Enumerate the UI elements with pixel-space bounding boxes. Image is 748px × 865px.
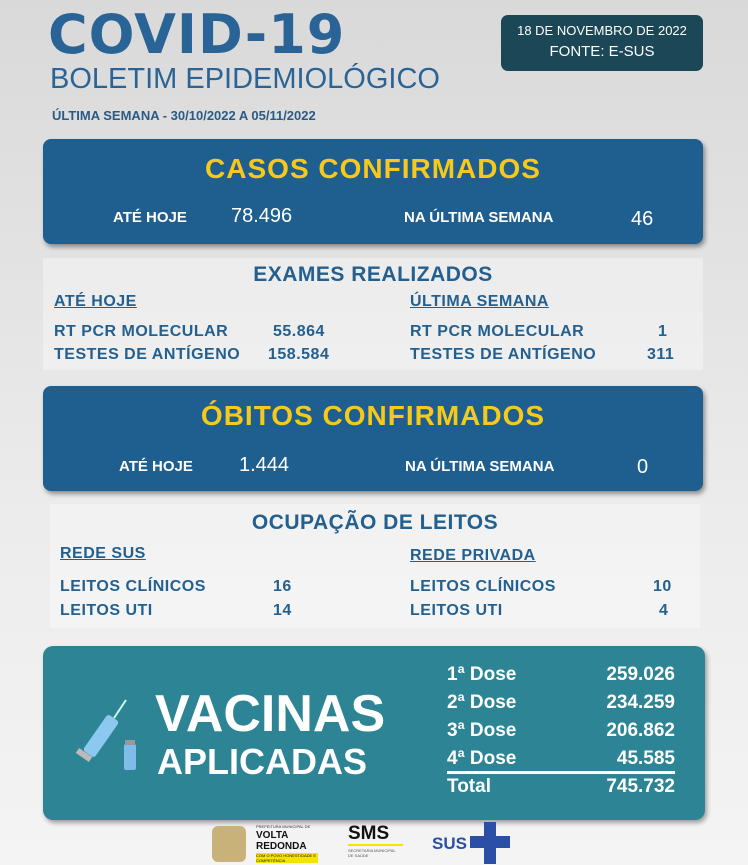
beds-title: OCUPAÇÃO DE LEITOS xyxy=(251,511,499,534)
bed-label: LEITOS CLÍNICOS xyxy=(410,578,556,595)
vaccines-title-2: APLICADAS xyxy=(157,741,368,782)
dose-row xyxy=(447,664,675,692)
logo-text: COM O POVO HONESTIDADE E COMPETÊNCIA xyxy=(256,853,317,863)
exams-panel xyxy=(43,258,703,370)
deaths-card xyxy=(43,386,703,491)
bed-label: LEITOS UTI xyxy=(60,602,153,619)
date: 18 DE NOVEMBRO DE 2022 xyxy=(517,23,687,38)
exam-value: 55.864 xyxy=(273,323,325,340)
dose-label: 1ª Dose xyxy=(447,664,517,685)
deaths-week-value: 0 xyxy=(637,456,649,478)
exams-right-heading: ÚLTIMA SEMANA xyxy=(410,293,549,310)
bed-value: 4 xyxy=(659,602,669,619)
exam-value: 311 xyxy=(647,346,675,363)
beds-panel xyxy=(50,504,700,628)
page-title: COVID-19 xyxy=(48,3,346,66)
beds-right-heading: REDE PRIVADA xyxy=(410,547,536,564)
exam-value: 1 xyxy=(658,323,668,340)
exam-value: 158.584 xyxy=(268,346,330,363)
sms-logo xyxy=(348,823,418,865)
dose-row xyxy=(447,692,675,720)
cases-week-label: NA ÚLTIMA SEMANA xyxy=(404,209,554,226)
dose-value: 206.862 xyxy=(606,720,675,741)
sus-cross-icon xyxy=(470,822,510,864)
syringe-icon xyxy=(68,696,148,776)
logo-text: SUS xyxy=(432,834,467,853)
logo-text: SECRETARIA MUNICIPAL DE SAÚDE xyxy=(348,848,396,858)
deaths-week-label: NA ÚLTIMA SEMANA xyxy=(405,458,555,475)
beds-left-heading: REDE SUS xyxy=(60,545,146,562)
logo-text: REDONDA xyxy=(256,841,307,852)
deaths-title: ÓBITOS CONFIRMADOS xyxy=(200,400,546,431)
cases-card xyxy=(43,139,703,244)
dose-label: 4ª Dose xyxy=(447,748,517,769)
exam-label: TESTES DE ANTÍGENO xyxy=(54,346,241,363)
dose-label: 3ª Dose xyxy=(447,720,517,741)
total-value: 745.732 xyxy=(606,776,675,797)
deaths-until-value: 1.444 xyxy=(239,454,290,476)
exam-label: RT PCR MOLECULAR xyxy=(54,323,229,340)
cases-week-value: 46 xyxy=(631,208,654,230)
doses-table xyxy=(447,664,675,802)
dose-row xyxy=(447,748,675,774)
vaccines-title-1: VACINAS xyxy=(155,685,386,743)
vaccines-card xyxy=(43,646,705,820)
bed-value: 14 xyxy=(273,602,292,619)
exams-title: EXAMES REALIZADOS xyxy=(253,263,493,286)
total-label: Total xyxy=(447,776,491,797)
volta-redonda-logo xyxy=(212,824,324,865)
week-range: ÚLTIMA SEMANA - 30/10/2022 A 05/11/2022 xyxy=(52,108,316,123)
date-box xyxy=(501,15,703,71)
dose-value: 259.026 xyxy=(606,664,675,685)
exams-left-heading: ATÉ HOJE xyxy=(54,293,137,310)
logo-text: PREFEITURA MUNICIPAL DE xyxy=(256,824,311,829)
sus-logo xyxy=(430,822,510,864)
exam-label: TESTES DE ANTÍGENO xyxy=(410,346,597,363)
dose-value: 234.259 xyxy=(606,692,675,713)
dose-value: 45.585 xyxy=(616,748,675,769)
deaths-until-label: ATÉ HOJE xyxy=(119,458,193,475)
bed-label: LEITOS CLÍNICOS xyxy=(60,578,206,595)
bed-label: LEITOS UTI xyxy=(410,602,503,619)
coat-of-arms-icon xyxy=(212,826,246,862)
cases-title: CASOS CONFIRMADOS xyxy=(205,153,541,184)
source: FONTE: E-SUS xyxy=(549,43,655,60)
bed-value: 10 xyxy=(653,578,672,595)
logo-text: SMS xyxy=(348,823,403,846)
cases-until-value: 78.496 xyxy=(231,205,293,227)
dose-row xyxy=(447,720,675,748)
total-row xyxy=(447,774,675,802)
page-subtitle: BOLETIM EPIDEMIOLÓGICO xyxy=(50,63,440,95)
bed-value: 16 xyxy=(273,578,292,595)
cases-until-label: ATÉ HOJE xyxy=(113,209,187,226)
dose-label: 2ª Dose xyxy=(447,692,517,713)
exam-label: RT PCR MOLECULAR xyxy=(410,323,585,340)
logo-text: VOLTA xyxy=(256,830,289,841)
